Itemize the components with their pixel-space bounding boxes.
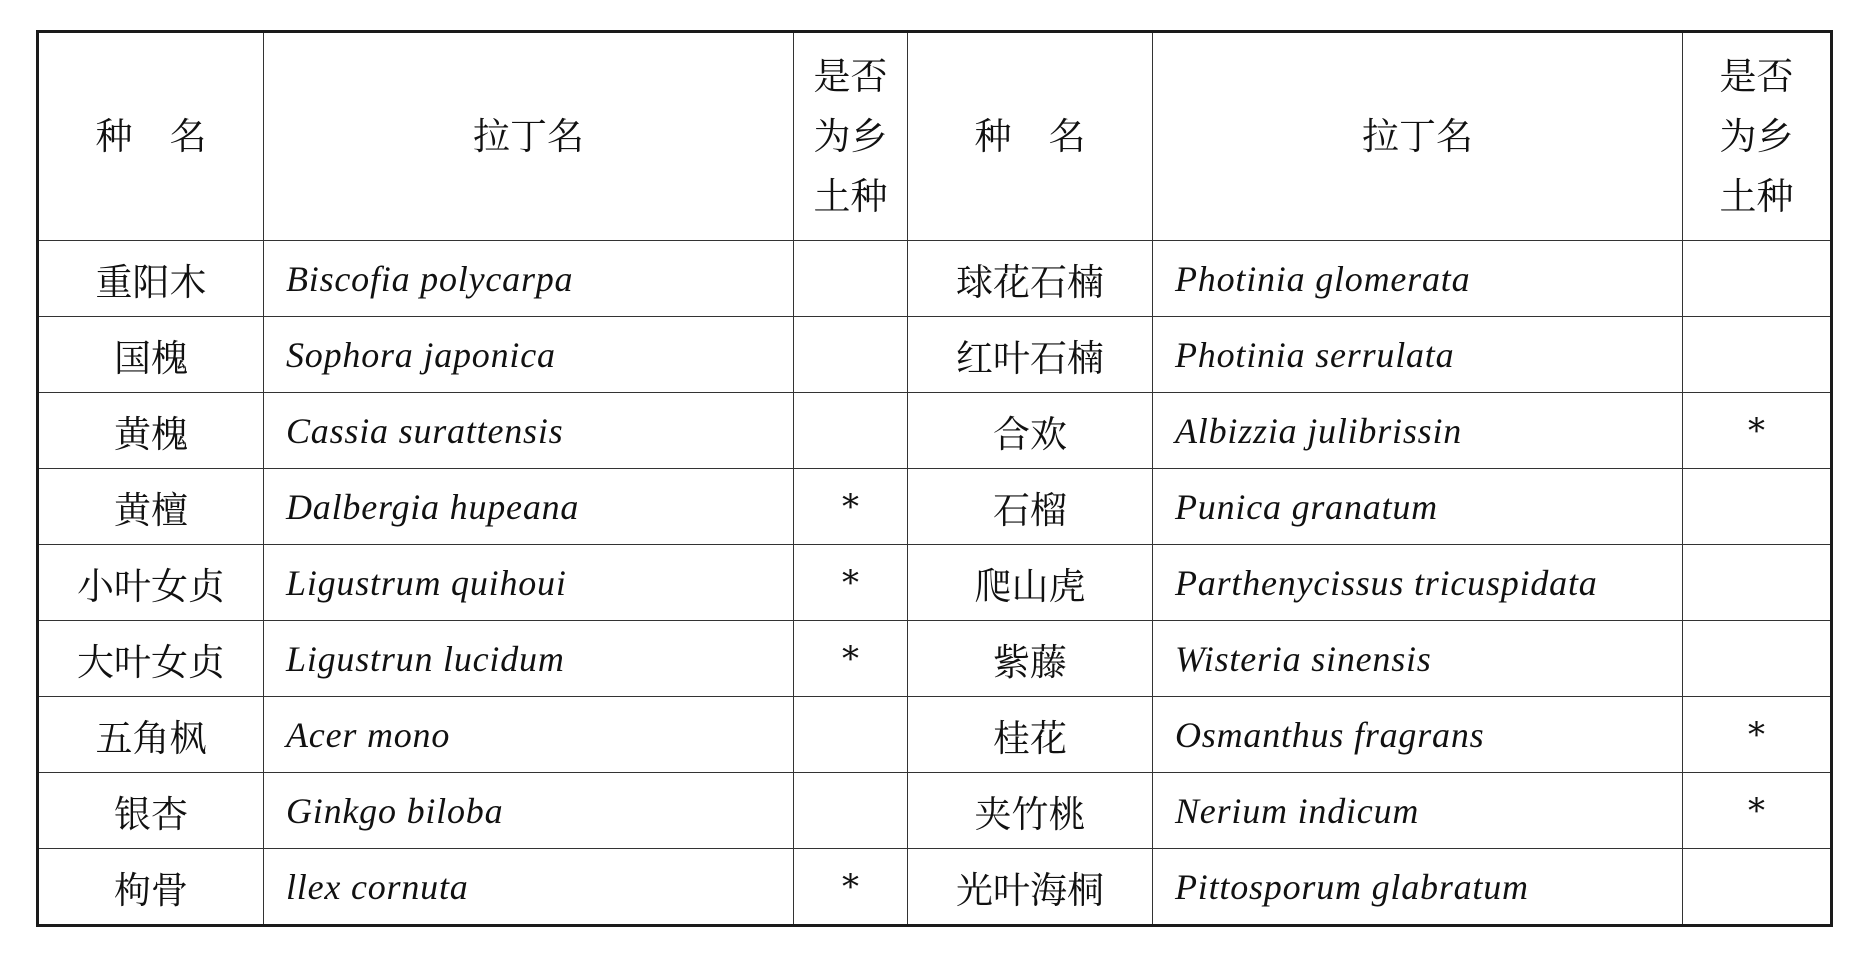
native-mark-cell — [1683, 317, 1832, 393]
table-row — [38, 697, 1832, 773]
latin-name-cell: Wisteria sinensis — [1153, 621, 1683, 697]
native-mark-cell: * — [794, 545, 908, 621]
header-native-line-3: 土种 — [813, 174, 888, 218]
species-name-cell: 五角枫 — [38, 697, 264, 773]
species-name-cell: 桂花 — [908, 697, 1153, 773]
species-name-cell: 国槐 — [38, 317, 264, 393]
latin-name-cell: Albizzia julibrissin — [1153, 393, 1683, 469]
table-row — [38, 241, 1832, 317]
header-native-line-2: 为乡 — [813, 114, 888, 158]
species-name-cell: 枸骨 — [38, 849, 264, 926]
latin-name-cell: Cassia surattensis — [264, 393, 794, 469]
native-mark-cell — [794, 393, 908, 469]
native-mark-cell: * — [794, 621, 908, 697]
species-name-cell: 光叶海桐 — [908, 849, 1153, 926]
native-mark-cell: * — [794, 849, 908, 926]
latin-name-cell: Nerium indicum — [1153, 773, 1683, 849]
latin-name-cell: Dalbergia hupeana — [264, 469, 794, 545]
header-latin-name-right: 拉丁名 — [1153, 32, 1683, 241]
header-species-name-left: 种 名 — [38, 32, 264, 241]
table-row — [38, 621, 1832, 697]
latin-name-cell: Sophora japonica — [264, 317, 794, 393]
species-name-cell: 重阳木 — [38, 241, 264, 317]
species-name-cell: 红叶石楠 — [908, 317, 1153, 393]
table-row — [38, 469, 1832, 545]
latin-name-cell: Ginkgo biloba — [264, 773, 794, 849]
header-latin-name-left: 拉丁名 — [264, 32, 794, 241]
species-name-cell: 黄檀 — [38, 469, 264, 545]
latin-name-cell: Osmanthus fragrans — [1153, 697, 1683, 773]
species-name-cell: 爬山虎 — [908, 545, 1153, 621]
header-native-line-2: 为乡 — [1719, 114, 1794, 158]
native-mark-cell — [794, 317, 908, 393]
header-species-name-right: 种 名 — [908, 32, 1153, 241]
native-mark-cell: * — [1683, 773, 1832, 849]
header-native-line-3: 土种 — [1719, 174, 1794, 218]
species-name-cell: 大叶女贞 — [38, 621, 264, 697]
species-name-cell: 小叶女贞 — [38, 545, 264, 621]
header-native-line-1: 是否 — [1719, 54, 1794, 98]
header-native-right — [1683, 32, 1832, 241]
native-mark-cell — [1683, 545, 1832, 621]
table-row — [38, 317, 1832, 393]
species-name-cell: 黄槐 — [38, 393, 264, 469]
header-native-left — [794, 32, 908, 241]
latin-name-cell: Ligustrun lucidum — [264, 621, 794, 697]
species-name-cell: 球花石楠 — [908, 241, 1153, 317]
species-name-cell: 银杏 — [38, 773, 264, 849]
native-mark-cell: * — [1683, 697, 1832, 773]
native-mark-cell — [794, 773, 908, 849]
latin-name-cell: llex cornuta — [264, 849, 794, 926]
species-name-cell: 合欢 — [908, 393, 1153, 469]
header-row — [38, 32, 1832, 241]
latin-name-cell: Pittosporum glabratum — [1153, 849, 1683, 926]
native-mark-cell — [794, 241, 908, 317]
native-mark-cell — [1683, 469, 1832, 545]
latin-name-cell: Parthenycissus tricuspidata — [1153, 545, 1683, 621]
latin-name-cell: Punica granatum — [1153, 469, 1683, 545]
native-mark-cell — [1683, 621, 1832, 697]
latin-name-cell: Biscofia polycarpa — [264, 241, 794, 317]
native-mark-cell — [1683, 241, 1832, 317]
native-mark-cell: * — [794, 469, 908, 545]
latin-name-cell: Ligustrum quihoui — [264, 545, 794, 621]
native-mark-cell: * — [1683, 393, 1832, 469]
table-row — [38, 773, 1832, 849]
latin-name-cell: Photinia glomerata — [1153, 241, 1683, 317]
species-table — [36, 30, 1833, 927]
table-row — [38, 393, 1832, 469]
native-mark-cell — [794, 697, 908, 773]
native-mark-cell — [1683, 849, 1832, 926]
species-name-cell: 紫藤 — [908, 621, 1153, 697]
latin-name-cell: Acer mono — [264, 697, 794, 773]
header-native-line-1: 是否 — [813, 54, 888, 98]
table-row — [38, 849, 1832, 926]
species-name-cell: 夹竹桃 — [908, 773, 1153, 849]
species-name-cell: 石榴 — [908, 469, 1153, 545]
latin-name-cell: Photinia serrulata — [1153, 317, 1683, 393]
table-row — [38, 545, 1832, 621]
